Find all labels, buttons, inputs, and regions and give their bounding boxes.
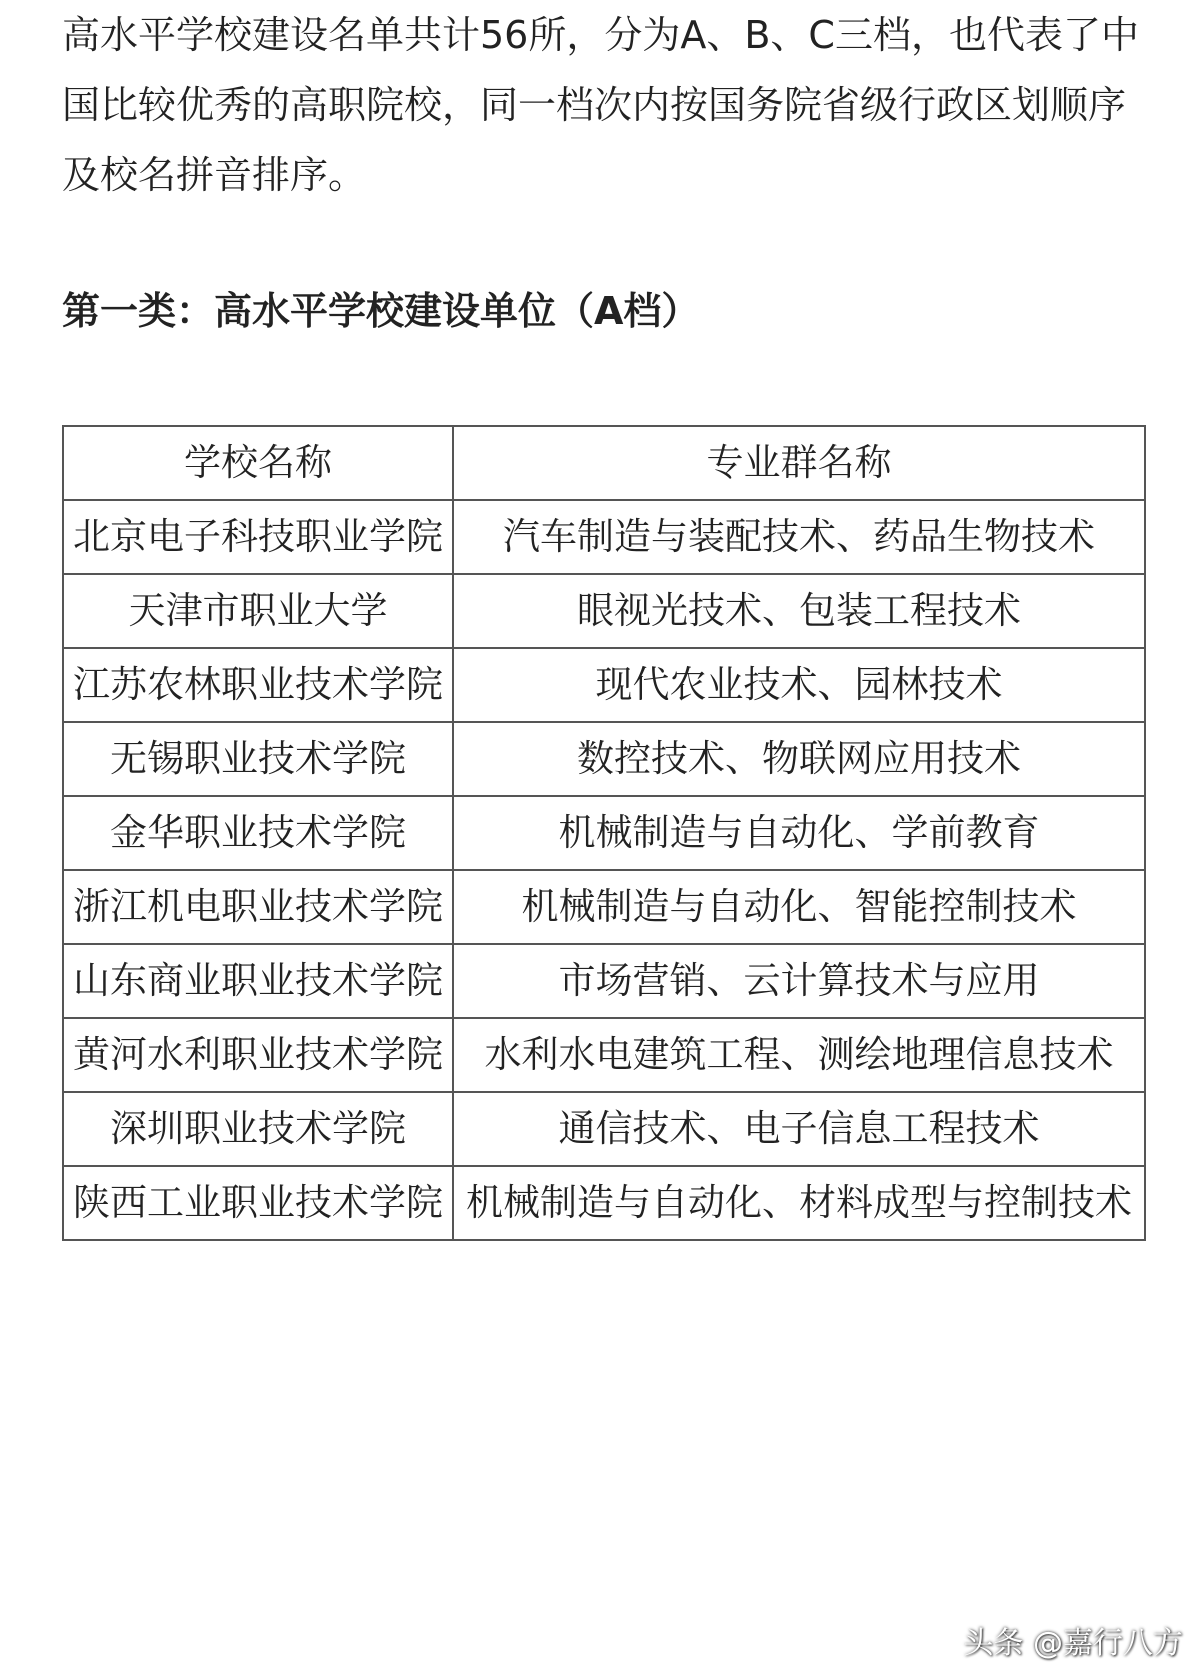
school-name-cell: 浙江机电职业技术学院 (63, 870, 453, 944)
table-row (63, 722, 1145, 796)
school-name-cell: 黄河水利职业技术学院 (63, 1018, 453, 1092)
school-name-cell: 陕西工业职业技术学院 (63, 1166, 453, 1240)
school-table (62, 425, 1146, 1241)
table-row (63, 1166, 1145, 1240)
major-group-cell: 眼视光技术、包装工程技术 (453, 574, 1145, 648)
table-row (63, 1018, 1145, 1092)
major-group-cell: 通信技术、电子信息工程技术 (453, 1092, 1145, 1166)
school-name-cell: 江苏农林职业技术学院 (63, 648, 453, 722)
major-group-cell: 机械制造与自动化、材料成型与控制技术 (453, 1166, 1145, 1240)
major-group-cell: 市场营销、云计算技术与应用 (453, 944, 1145, 1018)
school-name-cell: 天津市职业大学 (63, 574, 453, 648)
header-school-name: 学校名称 (63, 426, 453, 500)
table-row (63, 870, 1145, 944)
table-row (63, 574, 1145, 648)
school-name-cell: 无锡职业技术学院 (63, 722, 453, 796)
table-row (63, 796, 1145, 870)
table-header-row (63, 426, 1145, 500)
major-group-cell: 机械制造与自动化、智能控制技术 (453, 870, 1145, 944)
major-group-cell: 机械制造与自动化、学前教育 (453, 796, 1145, 870)
table-row (63, 648, 1145, 722)
table-row (63, 944, 1145, 1018)
table-row (63, 1092, 1145, 1166)
table-row (63, 500, 1145, 574)
major-group-cell: 现代农业技术、园林技术 (453, 648, 1145, 722)
source-watermark: 头条 @嘉行八方 (963, 1626, 1183, 1661)
major-group-cell: 数控技术、物联网应用技术 (453, 722, 1145, 796)
school-name-cell: 山东商业职业技术学院 (63, 944, 453, 1018)
school-name-cell: 北京电子科技职业学院 (63, 500, 453, 574)
header-major-group: 专业群名称 (453, 426, 1145, 500)
school-name-cell: 深圳职业技术学院 (63, 1092, 453, 1166)
section-title: 第一类：高水平学校建设单位（A档） (62, 289, 700, 333)
intro-paragraph: 高水平学校建设名单共计56所，分为A、B、C三档，也代表了中国比较优秀的高职院校，同一档次内按国务院省级行政区划顺序及校名拼音排序。 (62, 13, 1139, 197)
major-group-cell: 汽车制造与装配技术、药品生物技术 (453, 500, 1145, 574)
school-name-cell: 金华职业技术学院 (63, 796, 453, 870)
major-group-cell: 水利水电建筑工程、测绘地理信息技术 (453, 1018, 1145, 1092)
